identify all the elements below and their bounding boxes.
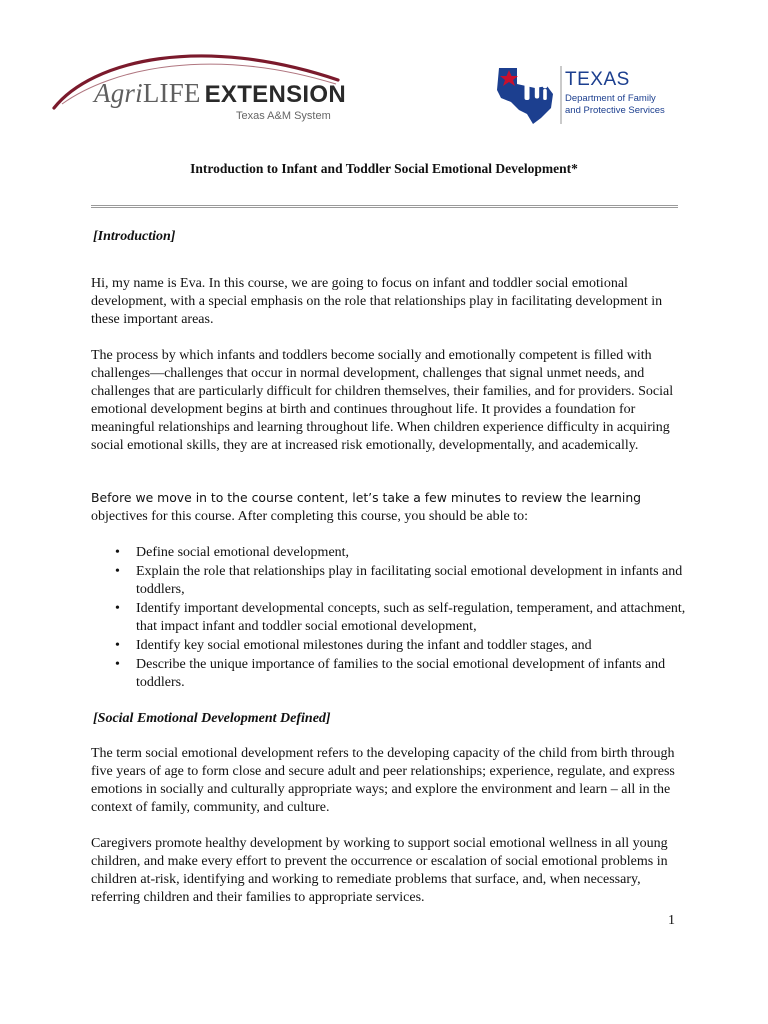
bullet-icon: • xyxy=(115,657,120,672)
list-item xyxy=(91,544,686,562)
paragraph-objectives-lead xyxy=(91,489,686,526)
paragraph-definition: The term social emotional development refers to the developing capacity of the child from birth through five years of age to form close and secure adult and peer relationships; experience, regulate, and express emotions in socially and culturally appropriate ways; and explore the environment and learn – all in the context of family, community, and culture. xyxy=(91,746,675,815)
section-heading-defined: [Social Emotional Development Defined] xyxy=(93,711,331,726)
paragraph-caregivers: Caregivers promote healthy development by working to support social emotional wellness in all young children, and make every effort to prevent the occurrence or escalation of social emotional problems in children at-risk, identifying and working to remediate problems that surface, and, when necessary, referring children and their families to appropriate services. xyxy=(91,836,668,905)
agrilife-wordmark xyxy=(94,78,346,109)
bullet-icon: • xyxy=(115,564,120,579)
objectives-lead-part2: objectives for this course. After completing this course, you should be able to: xyxy=(91,509,529,524)
texas-dfps-logo xyxy=(495,64,667,126)
page-number: 1 xyxy=(668,913,675,928)
title-divider xyxy=(91,205,678,208)
list-item xyxy=(91,600,686,636)
list-item xyxy=(91,637,686,655)
section-heading-introduction: [Introduction] xyxy=(93,229,176,244)
objective-text: Identify key social emotional milestones during the infant and toddler stages, and xyxy=(136,638,592,653)
agrilife-extension-logo xyxy=(52,40,347,130)
paragraph-intro: Hi, my name is Eva. In this course, we are going to focus on infant and toddler social emotional development, with a special emphasis on the role that relationships play in facilitating development in these important areas. xyxy=(91,276,663,327)
list-item xyxy=(91,656,686,692)
objective-text: Describe the unique importance of families to the social emotional development of infants and toddlers. xyxy=(136,657,666,690)
objective-text: Identify important developmental concepts, such as self-regulation, temperament, and attachment, that impact infant and toddler social emotional development, xyxy=(136,601,686,634)
agrilife-extension-text: EXTENSION xyxy=(204,81,347,108)
paragraph-process: The process by which infants and toddlers become socially and emotionally competent is filled with challenges—challenges that occur in normal development, challenges that signal unmet needs, and challenges that are particularly difficult for children themselves, their families, and for providers. Social emotional development begins at birth and continues throughout life. It provides a foundation for meaningful relationships and learning throughout life. When children experience difficulty in acquiring social emotional skills, they are at increased risk emotionally, developmentally, and academically. xyxy=(91,348,674,453)
agrilife-subtitle: Texas A&M System xyxy=(236,110,331,122)
dfps-family-icon xyxy=(495,64,565,126)
dfps-line-protective: and Protective Services xyxy=(565,105,665,116)
bullet-icon: • xyxy=(115,638,120,653)
objectives-lead-part1: Before we move in to the course content, let’s take a few minutes to review the learning xyxy=(91,490,642,505)
dfps-line-department: Department of Family xyxy=(565,93,656,104)
learning-objectives-list xyxy=(91,544,686,693)
document-title: Introduction to Infant and Toddler Social Emotional Development* xyxy=(190,161,578,176)
bullet-icon: • xyxy=(115,601,120,616)
list-item xyxy=(91,563,686,599)
objective-text: Define social emotional development, xyxy=(136,545,350,560)
objective-text: Explain the role that relationships play in facilitating social emotional development in infants and toddlers, xyxy=(136,564,683,597)
bullet-icon: • xyxy=(115,545,120,560)
dfps-texas-text: TEXAS xyxy=(565,69,630,90)
agrilife-agri-text: Agri xyxy=(94,78,143,108)
agrilife-life-text: LIFE xyxy=(142,78,201,108)
